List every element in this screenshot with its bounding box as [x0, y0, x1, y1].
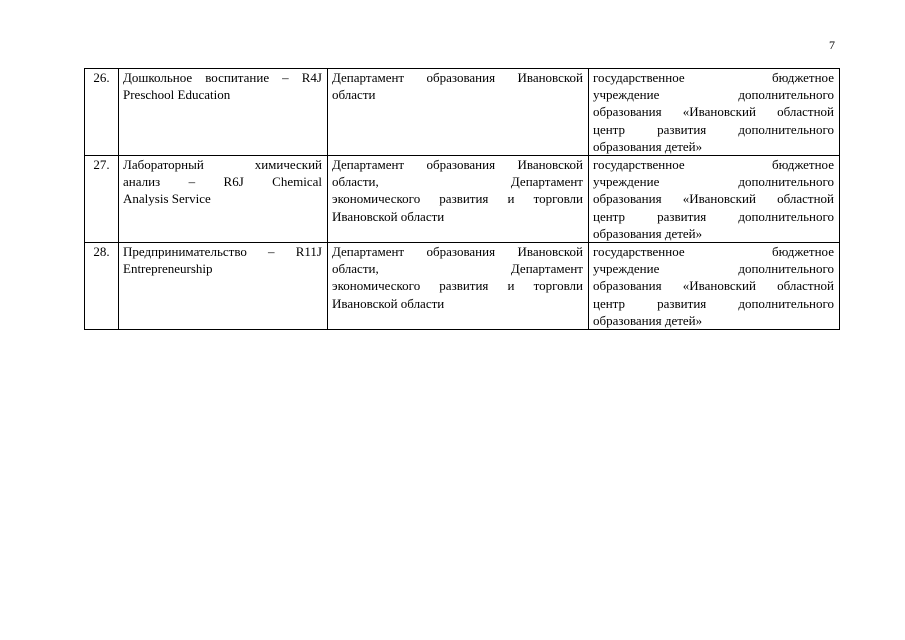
text-line: образования детей»: [593, 312, 703, 328]
text-line: центр развития дополнительного: [593, 208, 834, 224]
row-number: 26.: [85, 69, 119, 156]
text-line: образования детей»: [593, 225, 703, 241]
text-line: центр развития дополнительного: [593, 295, 834, 311]
text-line: области: [332, 87, 376, 103]
text-line: Entrepreneurship: [123, 261, 213, 277]
text-line: учреждение дополнительного: [593, 87, 834, 103]
department-cell: [328, 69, 589, 156]
text-line: государственное бюджетное: [593, 157, 834, 173]
text-line: экономического развития и торговли: [332, 191, 583, 207]
page-number: 7: [829, 38, 835, 52]
text-line: Ивановской области: [332, 295, 445, 311]
text-line: экономического развития и торговли: [332, 278, 583, 294]
competency-name-cell: [119, 243, 328, 330]
text-line: Analysis Service: [123, 191, 211, 207]
text-line: образования «Ивановский областной: [593, 278, 834, 294]
department-cell: [328, 243, 589, 330]
text-line: Департамент образования Ивановской: [332, 157, 583, 173]
text-line: Департамент образования Ивановской: [332, 244, 583, 260]
text-line: области, Департамент: [332, 174, 583, 190]
document-table: [84, 68, 840, 330]
text-line: Предпринимательство – R11J: [123, 244, 322, 260]
organization-cell: [589, 69, 840, 156]
text-line: учреждение дополнительного: [593, 261, 834, 277]
table-row: [85, 243, 840, 330]
text-line: образования «Ивановский областной: [593, 104, 834, 120]
text-line: образования детей»: [593, 138, 703, 154]
row-number: 27.: [85, 156, 119, 243]
text-line: Ивановской области: [332, 208, 445, 224]
organization-cell: [589, 243, 840, 330]
organization-cell: [589, 156, 840, 243]
text-line: Лабораторный химический: [123, 157, 322, 173]
text-line: учреждение дополнительного: [593, 174, 834, 190]
department-cell: [328, 156, 589, 243]
text-line: центр развития дополнительного: [593, 121, 834, 137]
text-line: Preschool Education: [123, 87, 231, 103]
text-line: государственное бюджетное: [593, 244, 834, 260]
competency-name-cell: [119, 156, 328, 243]
text-line: Дошкольное воспитание – R4J: [123, 70, 322, 85]
text-line: области, Департамент: [332, 261, 583, 277]
text-line: анализ – R6J Chemical: [123, 174, 322, 190]
text-line: Департамент образования Ивановской: [332, 70, 583, 85]
table-row: [85, 69, 840, 156]
text-line: государственное бюджетное: [593, 70, 834, 85]
row-number: 28.: [85, 243, 119, 330]
competency-name-cell: [119, 69, 328, 156]
table-row: [85, 156, 840, 243]
text-line: образования «Ивановский областной: [593, 191, 834, 207]
